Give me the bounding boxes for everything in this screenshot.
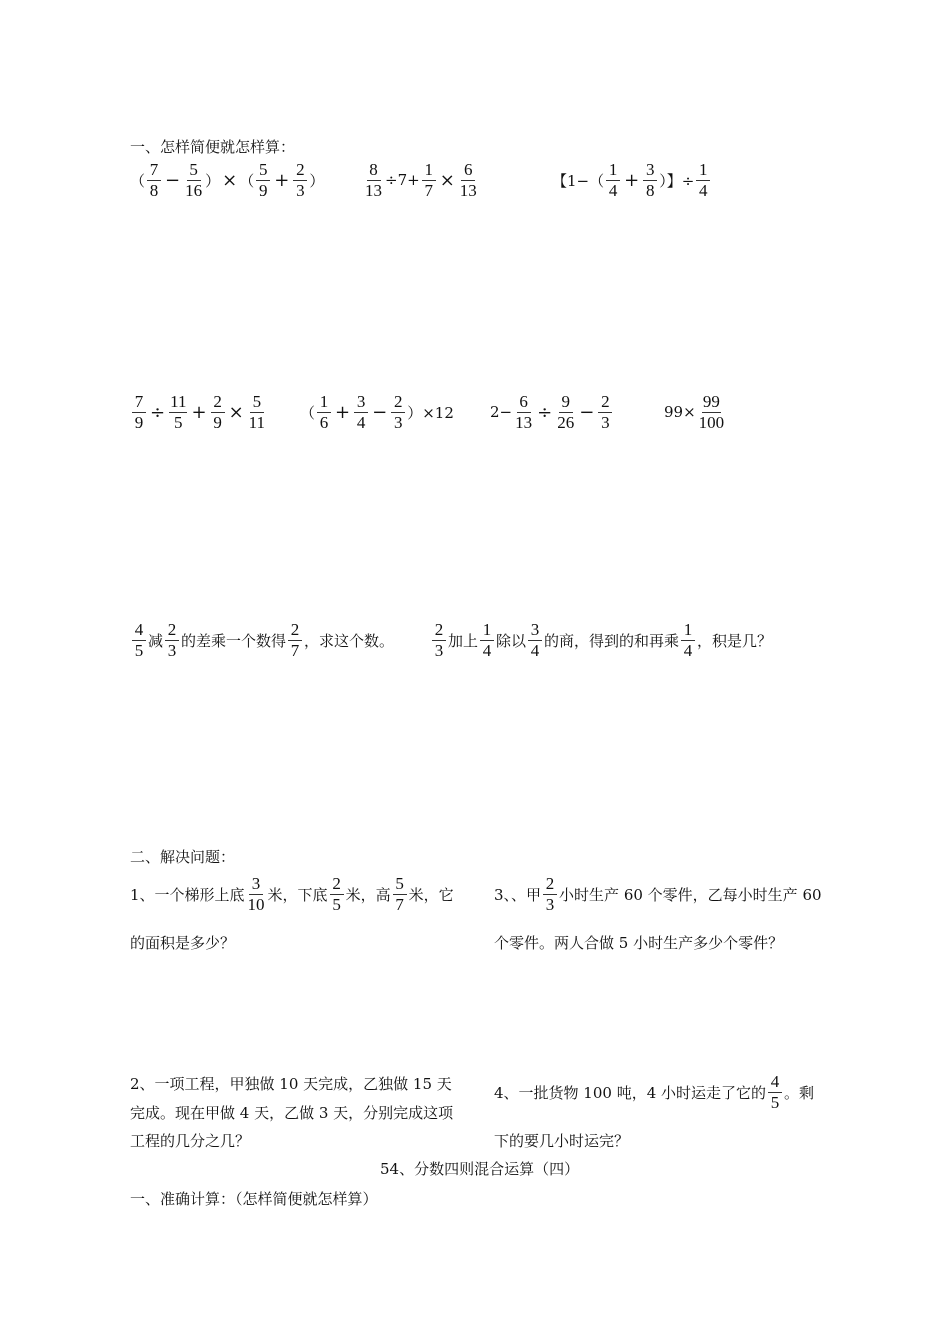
operator: ÷ bbox=[150, 401, 166, 423]
fraction: $\frac{1}{4}$ bbox=[696, 160, 710, 200]
question-text: 米，高 bbox=[345, 885, 391, 904]
expr-2d bbox=[664, 392, 727, 432]
question-text: 米，它 bbox=[408, 885, 454, 904]
expr-text: 【1−（ bbox=[552, 171, 605, 190]
operator: − bbox=[579, 401, 595, 423]
question-3-line1 bbox=[494, 874, 822, 914]
fraction: $\frac{3}{10}$ bbox=[247, 874, 265, 914]
expr-text: 除以 bbox=[496, 631, 527, 650]
expr-1a bbox=[130, 160, 324, 200]
operator: + bbox=[274, 169, 290, 191]
fraction: $\frac{2}{3}$ bbox=[165, 620, 179, 660]
expr-text: 2− bbox=[490, 403, 513, 422]
section1-heading: 一、怎样简便就怎样算： bbox=[130, 138, 296, 156]
fraction: $\frac{5}{9}$ bbox=[256, 160, 270, 200]
fraction: $\frac{2}{9}$ bbox=[211, 392, 225, 432]
fraction: $\frac{5}{11}$ bbox=[248, 392, 266, 432]
expr-text: ，求这个数。 bbox=[304, 631, 395, 650]
fraction: $\frac{3}{8}$ bbox=[643, 160, 657, 200]
paren: ） bbox=[205, 171, 221, 190]
fraction: $\frac{2}{3}$ bbox=[391, 392, 405, 432]
expr-text: 99× bbox=[664, 403, 696, 422]
operator: × bbox=[439, 169, 455, 191]
fraction: $\frac{1}{4}$ bbox=[681, 620, 695, 660]
fraction: $\frac{2}{3}$ bbox=[293, 160, 307, 200]
question-2-line2: 完成。现在甲做 4 天，乙做 3 天，分别完成这项 bbox=[130, 1104, 454, 1122]
operator: × bbox=[228, 401, 244, 423]
operator: × bbox=[222, 169, 238, 191]
question-text: 。剩 bbox=[784, 1083, 815, 1102]
fraction: $\frac{6}{13}$ bbox=[459, 160, 477, 200]
paren: （ bbox=[130, 171, 146, 190]
question-text: 4、一批货物 100 吨，4 小时运走了它的 bbox=[494, 1083, 767, 1102]
fraction: $\frac{1}{4}$ bbox=[606, 160, 620, 200]
question-text: 1、一个梯形上底 bbox=[130, 885, 245, 904]
question-4-line2: 下的要几小时运完？ bbox=[494, 1132, 630, 1150]
question-text: 米，下底 bbox=[267, 885, 328, 904]
fraction: $\frac{5}{16}$ bbox=[185, 160, 203, 200]
question-2-line1: 2、一项工程，甲独做 10 天完成，乙独做 15 天 bbox=[130, 1075, 452, 1093]
question-1-line2: 的面积是多少？ bbox=[130, 934, 236, 952]
expr-2c bbox=[490, 392, 614, 432]
fraction: $\frac{4}{5}$ bbox=[132, 620, 146, 660]
fraction: $\frac{1}{6}$ bbox=[317, 392, 331, 432]
operator: − bbox=[372, 401, 388, 423]
question-text: 小时生产 60 个零件，乙每小时生产 60 bbox=[559, 885, 822, 904]
fraction: $\frac{11}{5}$ bbox=[170, 392, 187, 432]
fraction: $\frac{7}{9}$ bbox=[132, 392, 146, 432]
operator: + bbox=[191, 401, 207, 423]
fraction: $\frac{4}{5}$ bbox=[768, 1072, 782, 1112]
fraction: $\frac{1}{4}$ bbox=[480, 620, 494, 660]
expr-text: 的商，得到的和再乘 bbox=[544, 631, 680, 650]
question-1-line1 bbox=[130, 874, 454, 914]
section2-heading: 二、解决问题： bbox=[130, 848, 236, 866]
expr-1c bbox=[552, 160, 712, 200]
fraction: $\frac{6}{13}$ bbox=[515, 392, 533, 432]
expr-text: 的差乘一个数得 bbox=[181, 631, 287, 650]
expr-text: 减 bbox=[148, 631, 164, 650]
fraction: $\frac{2}{3}$ bbox=[432, 620, 446, 660]
question-text: 3、、甲 bbox=[494, 885, 542, 904]
expr-text: ，积是几？ bbox=[697, 631, 773, 650]
operator: + bbox=[624, 169, 640, 191]
question-2-line3: 工程的几分之几？ bbox=[130, 1132, 251, 1150]
expr-text: ）】÷ bbox=[659, 171, 695, 190]
fraction: $\frac{1}{7}$ bbox=[422, 160, 436, 200]
expr-3a bbox=[130, 620, 394, 660]
operator: + bbox=[335, 401, 351, 423]
fraction: $\frac{8}{13}$ bbox=[365, 160, 382, 200]
section3-heading: 一、准确计算：（怎样简便就怎样算） bbox=[130, 1190, 378, 1208]
question-4-line1 bbox=[494, 1072, 814, 1112]
fraction: $\frac{7}{8}$ bbox=[147, 160, 161, 200]
expr-3b bbox=[430, 620, 772, 660]
paren: （ bbox=[300, 403, 316, 422]
fraction: $\frac{2}{3}$ bbox=[598, 392, 612, 432]
fraction: $\frac{2}{7}$ bbox=[288, 620, 302, 660]
expr-1b bbox=[362, 160, 480, 200]
expr-text: ）×12 bbox=[407, 403, 454, 422]
question-3-line2: 个零件。两人合做 5 小时生产多少个零件？ bbox=[494, 934, 784, 952]
expr-2a bbox=[130, 392, 268, 432]
fraction: $\frac{99}{100}$ bbox=[698, 392, 725, 432]
fraction: $\frac{9}{26}$ bbox=[557, 392, 575, 432]
fraction: $\frac{2}{5}$ bbox=[330, 874, 344, 914]
paren: （ bbox=[239, 171, 255, 190]
fraction: $\frac{2}{3}$ bbox=[543, 874, 557, 914]
fraction: $\frac{5}{7}$ bbox=[393, 874, 407, 914]
expr-2b bbox=[300, 392, 454, 432]
operator: − bbox=[165, 169, 181, 191]
paren: ） bbox=[309, 171, 325, 190]
fraction: $\frac{3}{4}$ bbox=[528, 620, 542, 660]
expr-text: ÷7+ bbox=[385, 171, 420, 190]
fraction: $\frac{3}{4}$ bbox=[354, 392, 368, 432]
operator: ÷ bbox=[537, 401, 553, 423]
section3-title: 54、分数四则混合运算（四） bbox=[380, 1160, 580, 1178]
expr-text: 加上 bbox=[448, 631, 479, 650]
